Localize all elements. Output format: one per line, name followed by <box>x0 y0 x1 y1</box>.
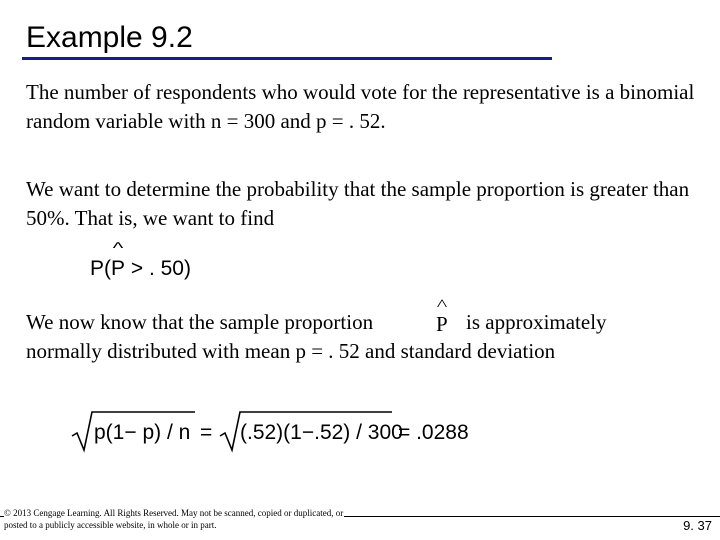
paragraph-normal-after-symbol: is approximately <box>466 310 607 334</box>
formula-result: = .0288 <box>398 421 469 444</box>
p-hat-symbol: P ^ <box>111 256 125 282</box>
title-underline <box>22 57 552 60</box>
paragraph-normal-line2: normally distributed with mean p = . 52 and standard deviation <box>26 339 556 363</box>
slide-title: Example 9.2 <box>26 21 193 54</box>
paragraph-normal-line1: We now know that the sample proportion <box>26 310 374 334</box>
standard-deviation-formula <box>70 408 490 458</box>
paragraph-goal: We want to determine the probability that the sample proportion is greater than 50%. That is, we want to find <box>26 177 690 230</box>
right-radicand: (.52)(1−.52) / 300 <box>240 421 403 444</box>
equals-sign: = <box>200 421 213 444</box>
copyright-notice: © 2013 Cengage Learning. All Rights Reserved. May not be scanned, copied or duplicated, or posted to a publicly accessible website, in whole or in part. <box>4 508 344 530</box>
paragraph-binomial: The number of respondents who would vote for the representative is a binomial random variable with n = 300 and p = . 52. <box>26 80 695 133</box>
formula-suffix: > . 50) <box>125 257 191 280</box>
left-radicand: p(1− p) / n <box>94 421 191 444</box>
probability-formula <box>90 256 191 282</box>
formula-prefix: P( <box>90 257 111 280</box>
inline-p-hat-symbol: P ^ <box>436 310 448 339</box>
slide-number: 9. 37 <box>683 518 712 533</box>
